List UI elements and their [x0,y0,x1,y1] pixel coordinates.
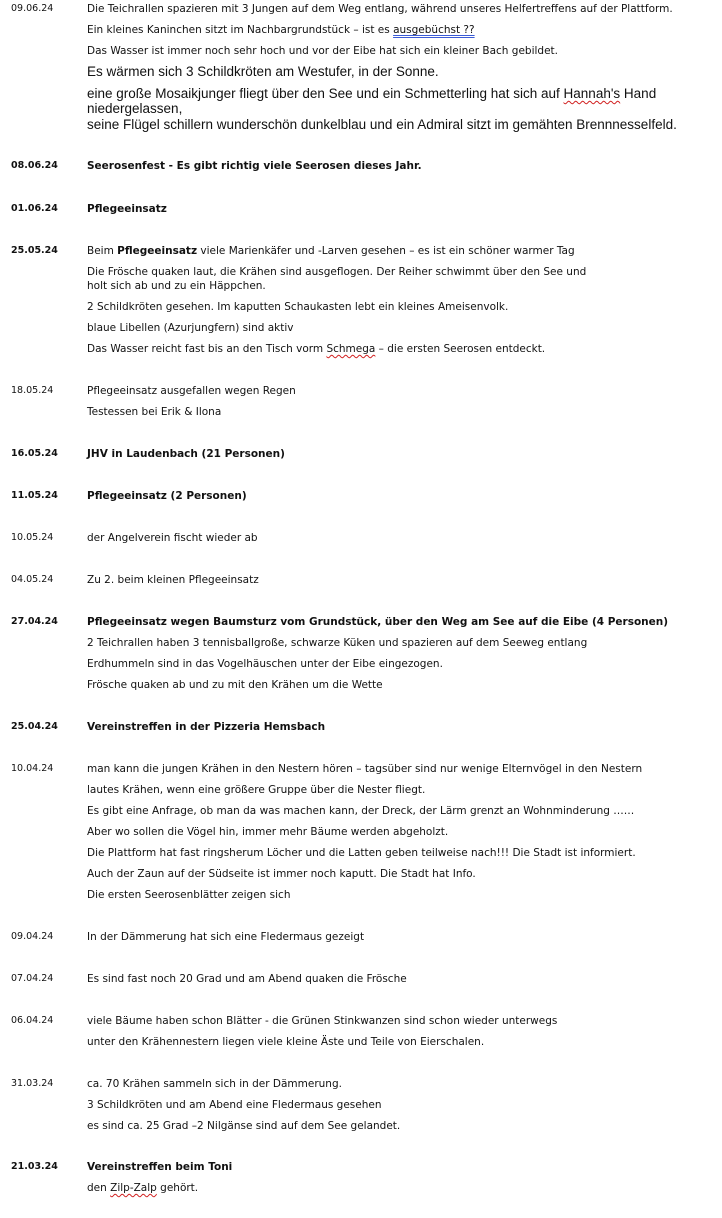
entry-line: Seerosenfest - Es gibt richtig viele Seerosen dieses Jahr. [87,160,422,172]
entry-text: – die ersten Seerosen entdeckt. [375,343,546,355]
entry-line: Die ersten Seerosenblätter zeigen sich [87,889,291,901]
entry-line: Pflegeeinsatz ausgefallen wegen Regen [87,385,296,397]
entry-text: gehört. [156,1182,199,1194]
entry-text-bold: Pflegeeinsatz [117,245,198,257]
entry-date: 25.04.24 [11,721,58,732]
entry-line: Vereinstreffen in der Pizzeria Hemsbach [87,721,326,733]
entry-line: JHV in Laudenbach (21 Personen) [87,448,285,460]
entry-text: Beim [87,245,118,257]
entry-line: Es sind fast noch 20 Grad und am Abend quaken die Frösche [87,973,407,985]
entry-text: Das Wasser reicht fast bis an den Tisch vorm [87,343,327,355]
entry-line: Die Teichrallen spazieren mit 3 Jungen auf dem Weg entlang, während unseres Helfertreffens auf der Plattform. [87,3,673,15]
spellcheck-word: ausgebüchst ?? [393,24,475,36]
entry-line: niedergelassen, [87,101,183,116]
entry-line: man kann die jungen Krähen in den Nestern hören – tagsüber sind nur wenige Elternvögel in den Nestern [87,763,643,775]
entry-line: blaue Libellen (Azurjungfern) sind aktiv [87,322,294,334]
entry-date: 04.05.24 [11,574,54,585]
entry-date: 09.06.24 [11,3,54,14]
entry-line: Das Wasser ist immer noch sehr hoch und vor der Eibe hat sich ein kleiner Bach gebildet. [87,45,559,57]
entry-line: Erdhummeln sind in das Vogelhäuschen unter der Eibe eingezogen. [87,658,443,670]
entry-date: 11.05.24 [11,490,58,501]
entry-date: 10.05.24 [11,532,54,543]
entry-date: 09.04.24 [11,931,54,942]
entry-date: 18.05.24 [11,385,54,396]
entry-line: In der Dämmerung hat sich eine Fledermaus gezeigt [87,931,365,943]
entry-text: eine große Mosaikjunger fliegt über den See und ein Schmetterling hat sich auf [87,86,564,101]
entry-line: Pflegeeinsatz [87,203,167,215]
entry-text: viele Marienkäfer und -Larven gesehen – es ist ein schöner warmer Tag [197,245,575,257]
entry-line: Frösche quaken ab und zu mit den Krähen um die Wette [87,679,383,691]
entry-line: 2 Teichrallen haben 3 tennisballgroße, schwarze Küken und spazieren auf dem Seeweg entlang [87,637,588,649]
entry-line: Auch der Zaun auf der Südseite ist immer noch kaputt. Die Stadt hat Info. [87,868,476,880]
entry-line: der Angelverein fischt wieder ab [87,532,258,544]
entry-line: 3 Schildkröten und am Abend eine Fledermaus gesehen [87,1099,382,1111]
entry-line: Pflegeeinsatz (2 Personen) [87,490,247,502]
entry-date: 06.04.24 [11,1015,54,1026]
entry-date: 10.04.24 [11,763,54,774]
entry-text: Hand [620,86,657,101]
spellcheck-word: Zilp-Zalp [110,1182,157,1194]
entry-date: 25.05.24 [11,245,58,256]
entry-date: 08.06.24 [11,160,58,171]
entry-line: Es wärmen sich 3 Schildkröten am Westufer, in der Sonne. [87,64,439,79]
entry-line: viele Bäume haben schon Blätter - die Grünen Stinkwanzen sind schon wieder unterwegs [87,1015,558,1027]
entry-line: Pflegeeinsatz wegen Baumsturz vom Grundstück, über den Weg am See auf die Eibe (4 Personen) [87,616,669,628]
entry-line: ca. 70 Krähen sammeln sich in der Dämmerung. [87,1078,342,1090]
entry-line [87,23,475,37]
spellcheck-word: Hannah's [563,86,621,101]
entry-line: holt sich ab und zu ein Häppchen. [87,280,266,292]
entry-date: 01.06.24 [11,203,58,214]
entry-date: 21.03.24 [11,1161,58,1172]
entry-line: Vereinstreffen beim Toni [87,1161,233,1173]
entry-line [87,342,545,356]
entry-line: 2 Schildkröten gesehen. Im kaputten Schaukasten lebt ein kleines Ameisenvolk. [87,301,509,313]
entry-line: Die Frösche quaken laut, die Krähen sind ausgeflogen. Der Reiher schwimmt über den See und [87,266,587,278]
entry-line: Zu 2. beim kleinen Pflegeeinsatz [87,574,259,586]
entry-line: Die Plattform hat fast ringsherum Löcher und die Latten geben teilweise nach!!! Die Stadt ist informiert. [87,847,636,859]
entry-line: seine Flügel schillern wunderschön dunkelblau und ein Admiral sitzt im gemähten Brennnesselfeld. [87,117,677,132]
entry-line: Testessen bei Erik & Ilona [87,406,222,418]
entry-line [87,244,575,258]
entry-line [87,1181,198,1195]
entry-date: 07.04.24 [11,973,54,984]
entry-date: 27.04.24 [11,616,58,627]
entry-line [87,86,656,102]
entry-line: es sind ca. 25 Grad –2 Nilgänse sind auf dem See gelandet. [87,1120,401,1132]
entry-date: 16.05.24 [11,448,58,459]
entry-line: lautes Krähen, wenn eine größere Gruppe über die Nester fliegt. [87,784,426,796]
entry-date: 31.03.24 [11,1078,54,1089]
entry-line: Aber wo sollen die Vögel hin, immer mehr Bäume werden abgeholzt. [87,826,449,838]
entry-text: den [87,1182,111,1194]
entry-line: unter den Krähennestern liegen viele kleine Äste und Teile von Eierschalen. [87,1036,485,1048]
spellcheck-word: Schmega [326,343,376,355]
entry-text: Ein kleines Kaninchen sitzt im Nachbargrundstück – ist es [87,24,394,36]
entry-line: Es gibt eine Anfrage, ob man da was machen kann, der Dreck, der Lärm grenzt an Wohnminderung …… [87,805,635,817]
